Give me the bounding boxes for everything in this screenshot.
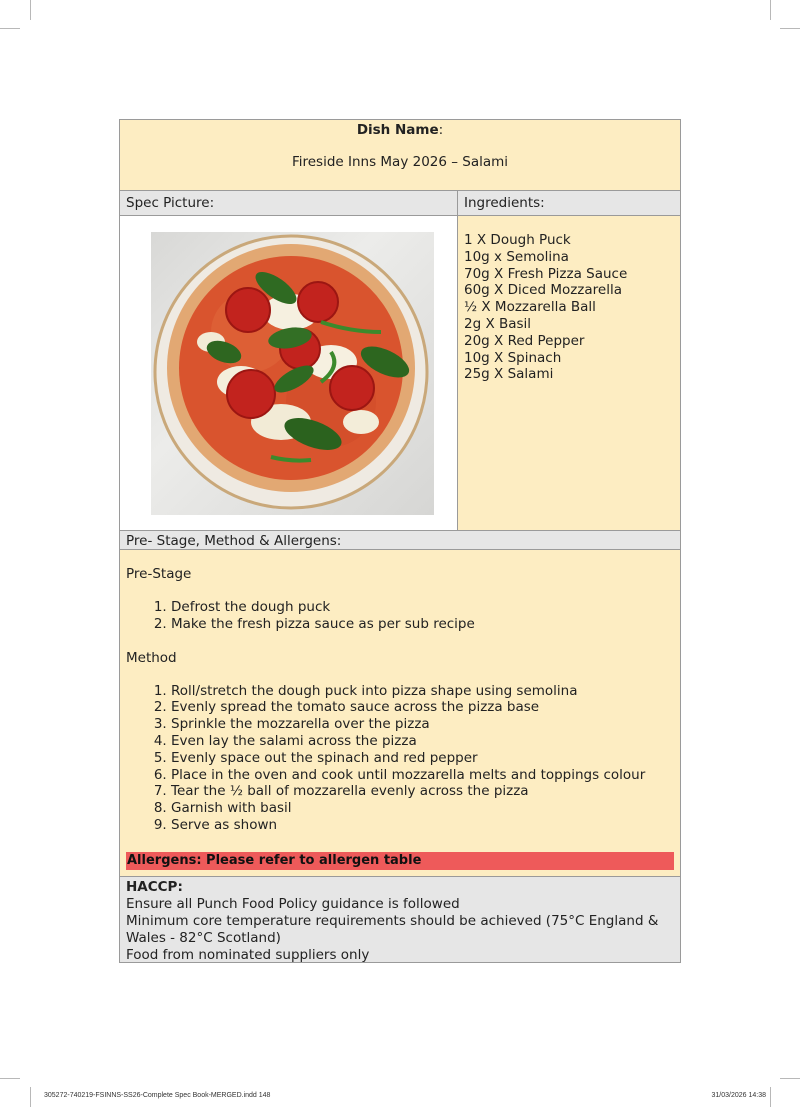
- crop-mark: [30, 1087, 31, 1107]
- picture-ingredients-header: [120, 191, 680, 216]
- prestage-step: 1. Defrost the dough puck: [171, 599, 674, 616]
- prestage-steps: [126, 599, 674, 633]
- crop-mark: [770, 1087, 771, 1107]
- crop-mark: [780, 1078, 800, 1079]
- dish-name-label: Dish Name: [356, 122, 439, 138]
- ingredient-item: 10g x Semolina: [464, 248, 569, 265]
- ingredient-item: 70g X Fresh Pizza Sauce: [464, 265, 628, 282]
- crop-mark: [30, 0, 31, 20]
- crop-mark: [770, 0, 771, 20]
- spec-picture-cell: [120, 216, 458, 530]
- crop-mark: [780, 28, 800, 29]
- pizza-illustration: [151, 232, 434, 515]
- ingredient-item: 20g X Red Pepper: [464, 332, 585, 349]
- method-step: 7. Tear the ½ ball of mozzarella evenly across the pizza: [171, 783, 674, 800]
- dish-name-section: [120, 120, 680, 191]
- footer-date: 31/03/2026 14:38: [711, 1092, 766, 1099]
- method-step: 9. Serve as shown: [171, 817, 674, 834]
- crop-mark: [0, 1078, 20, 1079]
- method-step: 2. Evenly spread the tomato sauce across the pizza base: [171, 699, 674, 716]
- ingredient-item: 60g X Diced Mozzarella: [464, 282, 622, 299]
- method-steps: [126, 683, 674, 834]
- spec-picture-header: Spec Picture:: [120, 191, 458, 215]
- haccp-line: Wales - 82°C Scotland): [126, 930, 281, 946]
- haccp-section: [120, 877, 680, 962]
- ingredients-list: [458, 216, 680, 530]
- ingredient-item: ½ X Mozzarella Ball: [464, 299, 596, 316]
- method-section: [120, 550, 680, 877]
- pizza-photo: [151, 232, 434, 515]
- ingredient-item: 2g X Basil: [464, 315, 532, 332]
- method-allergens-header: Pre- Stage, Method & Allergens:: [120, 531, 680, 550]
- method-step: 6. Place in the oven and cook until mozzarella melts and toppings colour: [171, 767, 674, 784]
- ingredient-item: 10g X Spinach: [464, 349, 562, 366]
- dish-name-colon: :: [438, 122, 444, 138]
- crop-mark: [0, 28, 20, 29]
- method-title: Method: [126, 649, 177, 666]
- dish-name-value: Fireside Inns May 2026 – Salami: [291, 154, 509, 170]
- method-step: 3. Sprinkle the mozzarella over the pizza: [171, 716, 674, 733]
- prestage-step: 2. Make the fresh pizza sauce as per sub recipe: [171, 616, 674, 633]
- ingredient-item: 25g X Salami: [464, 366, 554, 383]
- footer-file: 305272-740219-FSINNS-SS26-Complete Spec Book-MERGED.indd 148: [44, 1092, 271, 1099]
- method-step: 5. Evenly space out the spinach and red pepper: [171, 750, 674, 767]
- method-step: 4. Even lay the salami across the pizza: [171, 733, 674, 750]
- ingredients-header: Ingredients:: [464, 195, 545, 211]
- haccp-title: HACCP:: [126, 879, 183, 895]
- ingredient-item: 1 X Dough Puck: [464, 232, 571, 248]
- method-step: 8. Garnish with basil: [171, 800, 674, 817]
- haccp-line: Minimum core temperature requirements should be achieved (75°C England &: [126, 913, 659, 929]
- haccp-line: Ensure all Punch Food Policy guidance is followed: [126, 896, 460, 912]
- prestage-title: Pre-Stage: [126, 566, 192, 582]
- spec-card: [119, 119, 681, 963]
- method-step: 1. Roll/stretch the dough puck into pizza shape using semolina: [171, 683, 674, 700]
- picture-ingredients-body: [120, 216, 680, 531]
- allergen-banner: Allergens: Please refer to allergen table: [126, 852, 674, 870]
- haccp-line: Food from nominated suppliers only: [126, 947, 370, 963]
